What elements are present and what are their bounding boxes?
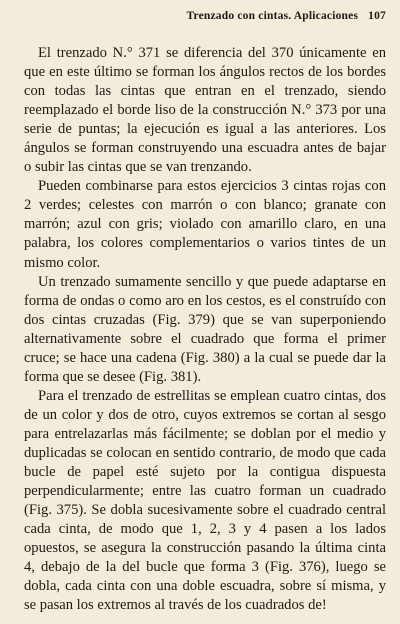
running-title: Trenzado con cintas. Aplicaciones [186,10,359,22]
body-text [24,44,386,615]
page-number: 107 [368,10,386,22]
paragraph-4: Para el trenzado de estrellitas se emplean cuatro cintas, dos de un color y dos de otro, cuyos extremos se cortan al sesgo para entrelazarlas más fácilmente; se doblan por el medio y duplicadas se colocan en sentido contrario, de modo que cada bucle de papel esté sujeto por la contigua dispuesta perpendicularmente; entre las cuatro forman un cuadrado (Fig. 375). Se dobla sucesivamente sobre el cuadrado central cada cinta, de modo que 1, 2, 3 y 4 pasen a los lados opuestos, se asegura la construcción pasando la última cinta 4, debajo de la del bucle que forma 3 (Fig. 376), luego se dobla, cada cinta con una doble escuadra, sobre sí misma, y se pasan los extremos al través de los cuadrados de! [24,387,386,614]
paragraph-1: El trenzado N.° 371 se diferencia del 370 únicamente en que en este último se forman los ángulos rectos de los bordes con todas las cintas que entran en el trenzado, siendo reemplazado el borde liso de la construcción N.° 373 por una serie de puntas; la ejecución es igual a las anteriores. Los ángulos se forman construyendo una escuadra antes de bajar o subir las cintas que se van trenzando. [24,45,386,176]
paragraph-2: Pueden combinarse para estos ejercicios 3 cintas rojas con 2 verdes; celestes con marrón o con blanco; granate con marrón; azul con gris; violado con amarillo claro, en una palabra, los colores complementarios o varios tintes de un mismo color. [24,178,386,271]
paragraph-3: Un trenzado sumamente sencillo y que puede adaptarse en forma de ondas o como aro en los cestos, es el construído con dos cintas cruzadas (Fig. 379) que se van superponiendo alternativamente sobre el cuadrado que forma el primer cruce; se hace una cadena (Fig. 380) a la cual se puede dar la forma que se desee (Fig. 381). [24,273,386,385]
page-header [24,10,386,22]
